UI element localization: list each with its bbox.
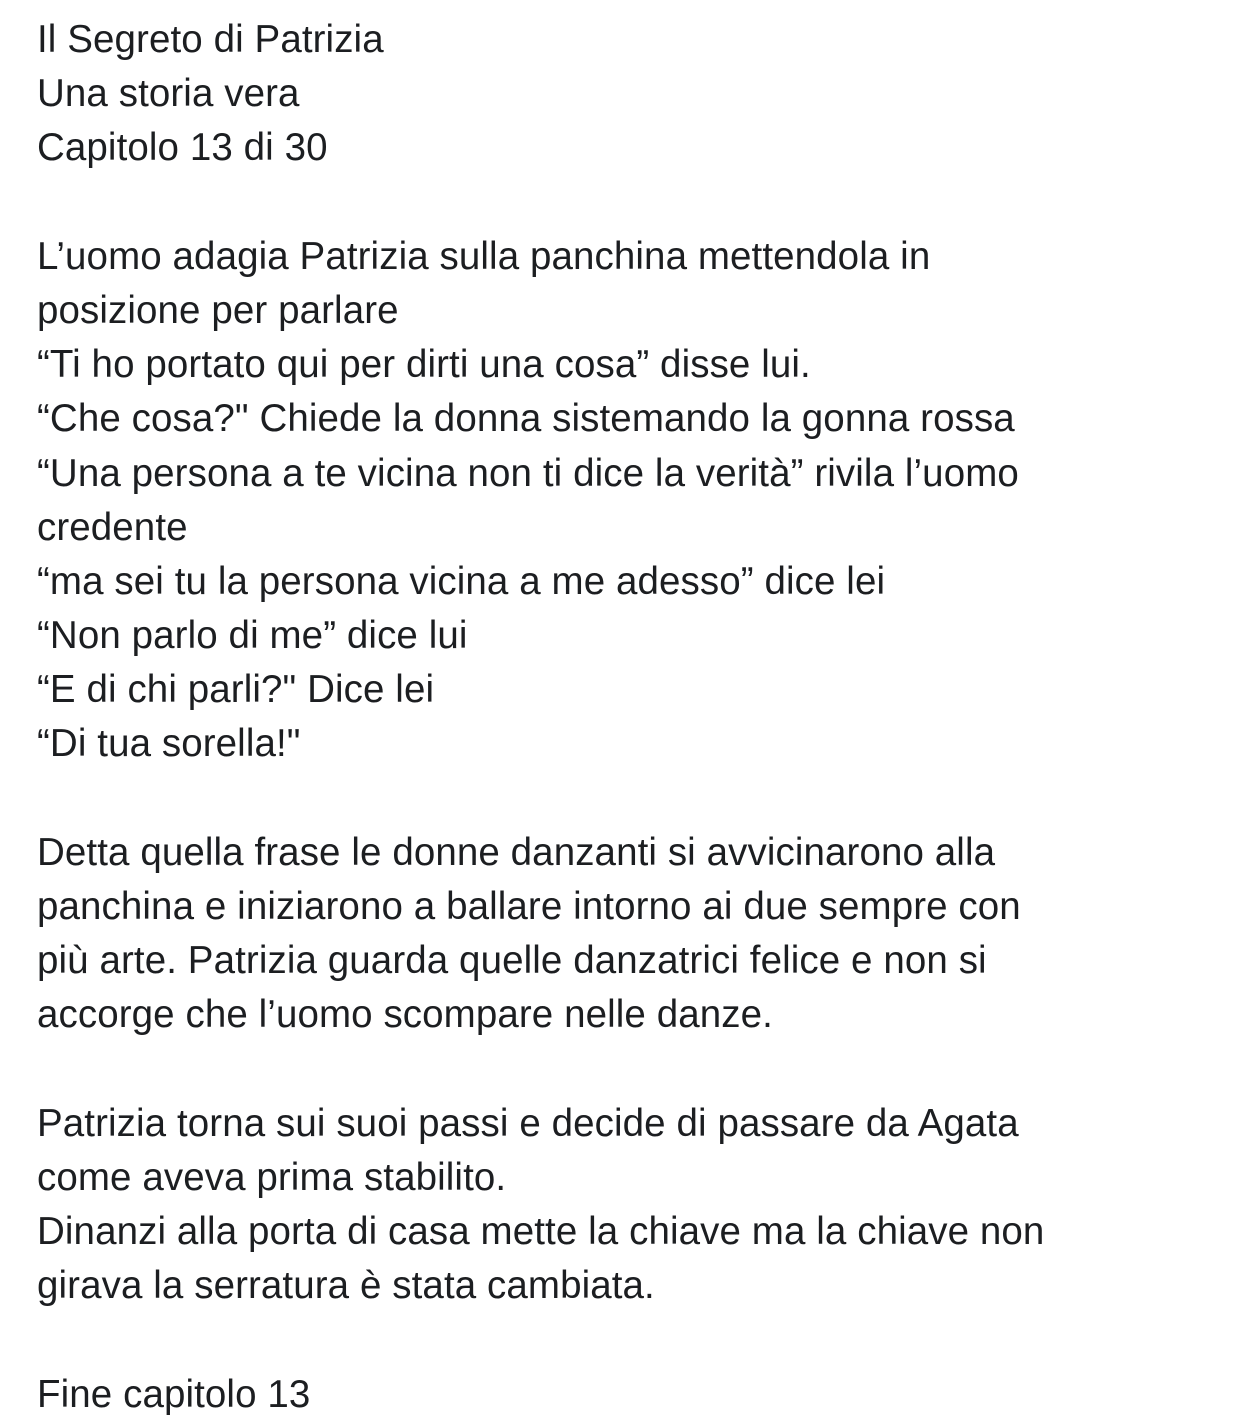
chapter-end-label: Fine capitolo 13 (37, 1372, 311, 1416)
text-line: girava la serratura è stata cambiata. (37, 1264, 655, 1308)
text-line: Patrizia torna sui suoi passi e decide di passare da Agata (37, 1101, 1019, 1145)
text-line: più arte. Patrizia guarda quelle danzatrici felice e non si (37, 939, 987, 983)
paragraph-2 (37, 826, 1227, 1043)
text-line: come aveva prima stabilito. (37, 1155, 507, 1199)
post-text (37, 13, 1227, 1422)
text-line: posizione per parlare (37, 288, 399, 332)
paragraph-3 (37, 1097, 1227, 1314)
paragraph-1 (37, 230, 1227, 772)
paragraph-gap (37, 1314, 1227, 1368)
story-subtitle: Una storia vera (37, 72, 300, 116)
text-line: “Di tua sorella!" (37, 722, 301, 766)
chapter-label: Capitolo 13 di 30 (37, 126, 328, 170)
text-line: “Ti ho portato qui per dirti una cosa” disse lui. (37, 343, 811, 387)
text-line: “Una persona a te vicina non ti dice la verità” rivila l’uomo (37, 451, 1019, 495)
story-title: Il Segreto di Patrizia (37, 18, 384, 61)
text-line: “E di chi parli?" Dice lei (37, 668, 435, 712)
text-line: L’uomo adagia Patrizia sulla panchina mettendola in (37, 234, 931, 278)
text-line: Dinanzi alla porta di casa mette la chiave ma la chiave non (37, 1210, 1045, 1254)
text-line: “ma sei tu la persona vicina a me adesso” dice lei (37, 559, 886, 603)
text-line: Detta quella frase le donne danzanti si avvicinarono alla (37, 830, 996, 874)
text-line: accorge che l’uomo scompare nelle danze. (37, 993, 773, 1037)
text-line: panchina e iniziarono a ballare intorno ai due sempre con (37, 885, 1021, 928)
text-line: “Non parlo di me” dice lui (37, 614, 468, 658)
text-line: credente (37, 505, 188, 549)
post-header (37, 13, 1227, 176)
paragraph-gap (37, 772, 1227, 826)
text-line: “Che cosa?" Chiede la donna sistemando la gonna rossa (37, 397, 1015, 441)
paragraph-gap (37, 176, 1227, 230)
paragraph-gap (37, 1043, 1227, 1097)
